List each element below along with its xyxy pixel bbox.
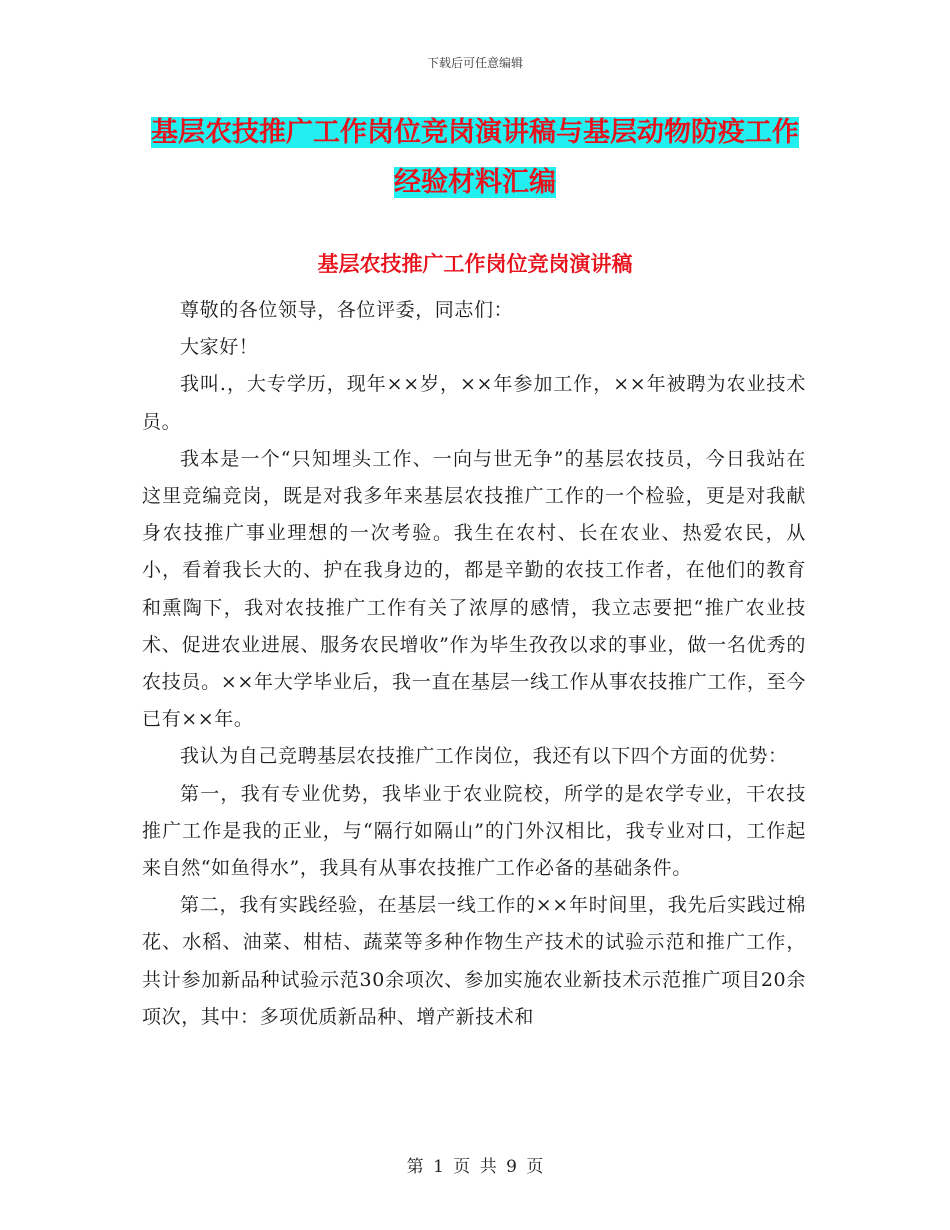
paragraph-advantage-1: 第一，我有专业优势，我毕业于农业院校，所学的是农学专业，干农技推广工作是我的正业，与“隔行如隔山”的门外汉相比，我专业对口，工作起来自然“如鱼得水”，我具有从事农技推广工作必备的基础条件。 [142, 782, 806, 880]
document-main-title [140, 108, 810, 208]
header-note: 下载后可任意编辑 [426, 56, 523, 70]
paragraph-greeting: 大家好！ [180, 336, 259, 359]
document-sub-title: 基层农技推广工作岗位竞岗演讲稿 [317, 251, 633, 276]
paragraph-background: 我本是一个“只知埋头工作、一向与世无争”的基层农技员，今日我站在这里竞编竞岗，既是对我多年来基层农技推广工作的一个检验，更是对我献身农技推广事业理想的一次考验。我生在农村、长在农业、热爱农民，从小，看着我长大的、护在我身边的，都是辛勤的农技工作者，在他们的教育和熏陶下，我对农技推广工作有关了浓厚的感情，我立志要把“推广农业技术、促进农业进展、服务农民增收”作为毕生孜孜以求的事业，做一名优秀的农技员。××年大学毕业后，我一直在基层一线工作从事农技推广工作，至今已有××年。 [142, 447, 806, 731]
paragraph-advantage-2: 第二，我有实践经验，在基层一线工作的××年时间里，我先后实践过棉花、水稻、油菜、柑桔、蔬菜等多种作物生产技术的试验示范和推广工作，共计参加新品种试验示范30余项次、参加实施农业新技术示范推广项目20余项次，其中：多项优质新品种、增产新技术和 [142, 894, 806, 1028]
main-title-text: 基层农技推广工作岗位竞岗演讲稿与基层动物防疫工作经验材料汇编 [151, 117, 799, 198]
paragraph-salutation: 尊敬的各位领导，各位评委，同志们： [180, 299, 514, 321]
paragraph-intro: 我叫.，大专学历，现年××岁，××年参加工作，××年被聘为农业技术员。 [142, 373, 806, 433]
document-body [142, 292, 806, 1036]
page-number-footer: 第 1 页 共 9 页 [406, 1157, 544, 1177]
paragraph-advantages-intro: 我认为自己竞聘基层农技推广工作岗位，我还有以下四个方面的优势： [180, 745, 788, 768]
